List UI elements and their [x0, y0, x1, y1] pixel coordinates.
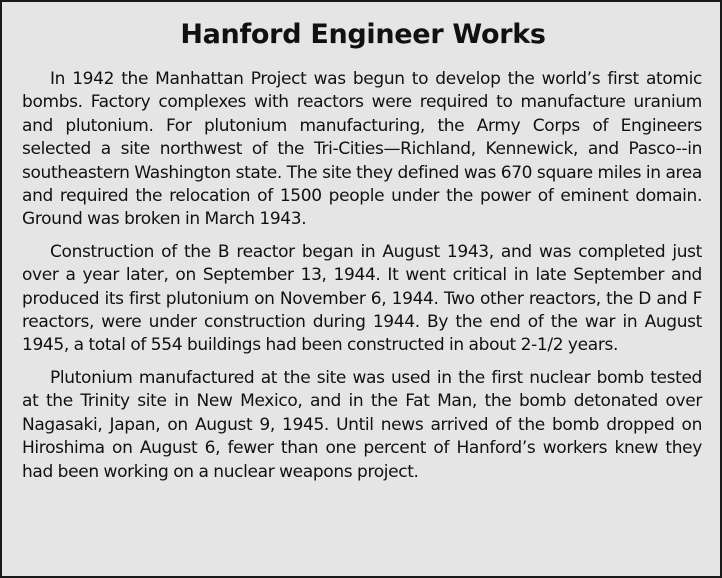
paragraph-3: Plutonium manufactured at the site was used in the first nuclear bomb tested at the Trinity site in New Mexico, and in the Fat Man, the bomb detonated over Nagasaki, Japan, on August 9, 1945. Until news arrived of the bomb dropped on Hiroshima on August 6, fewer than one percent of Hanford’s workers knew they had been working on a nuclear weapons project.	[22, 367, 702, 482]
paragraph-1: In 1942 the Manhattan Project was begun to develop the world’s first atomic bombs. Factory complexes with reactors were required to manufacture uranium and plutonium. For plutonium manufacturing, the Army Corps of Engineers selected a site northwest of the Tri-Cities—Richland, Kennewick, and Pasco--in southeastern Washington state. The site they defined was 670 square miles in area and required the relocation of 1500 people under the power of eminent domain. Ground was broken in March 1943.	[22, 69, 702, 230]
body-text	[22, 68, 702, 493]
paragraph-2: Construction of the B reactor began in August 1943, and was completed just over a year later, on September 13, 1944. It went critical in late September and produced its first plutonium on November 6, 1944. Two other reactors, the D and F reactors, were under construction during 1944. By the end of the war in August 1945, a total of 554 buildings had been constructed in about 2-1/2 years.	[22, 241, 702, 356]
page-title: Hanford Engineer Works	[180, 19, 546, 50]
